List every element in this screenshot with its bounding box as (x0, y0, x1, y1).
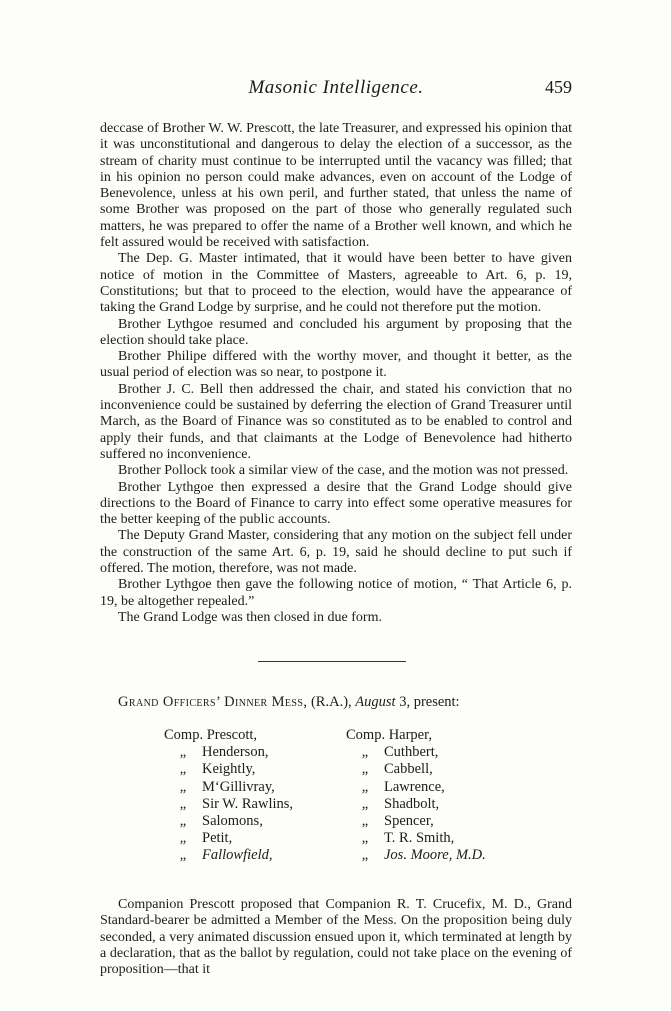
paragraph: Brother Pollock took a similar view of the case, and the motion was not pressed. (118, 463, 569, 479)
ditto-mark: „ (179, 795, 187, 812)
section-divider (258, 661, 406, 662)
ditto-mark: „ (179, 761, 187, 778)
roster-entry: Comp. Harper, (346, 727, 432, 743)
ditto-mark: „ (361, 847, 369, 864)
running-title: Masonic Intelligence. (248, 77, 424, 98)
roster-entry: „ Fallowfield, (164, 847, 344, 864)
section-heading (118, 693, 578, 711)
paragraph: Brother Lythgoe resumed and concluded his argument by proposing that the election should take place. (100, 316, 572, 348)
paragraph: The Grand Lodge was then closed in due form. (118, 609, 382, 625)
paragraph: The Deputy Grand Master, considering that any motion on the subject fell under the construction of the same Art. 6, p. 19, said he should decline to put such if offered. The motion, therefore, was not made. (100, 528, 572, 577)
ditto-mark: „ (179, 744, 187, 761)
ditto-mark: „ (361, 761, 369, 778)
roster-column-left (164, 727, 344, 865)
paragraph: Brother Lythgoe then expressed a desire that the Grand Lodge should give directions to the Board of Finance to carry into effect some operative measures for the better keeping of the public accounts. (100, 479, 572, 528)
closing-text (100, 897, 572, 978)
heading-date: August (355, 694, 396, 710)
roster-entry: „ M‘Gillivray, (164, 779, 344, 796)
roster-entry: „ Jos. Moore, M.D. (346, 847, 566, 864)
heading-rest: 3, present: (399, 694, 460, 710)
roster-entry: „ Shadbolt, (346, 796, 566, 813)
ditto-mark: „ (179, 813, 187, 830)
paragraph: The Dep. G. Master intimated, that it would have been better to have given notice of motion in the Committee of Masters, agreeable to Art. 6, p. 19, Constitutions; but that to proceed to the election, would have the appearance of taking the Grand Lodge by surprise, and he could not therefore put the motion. (100, 251, 572, 316)
roster-entry: „ T. R. Smith, (346, 830, 566, 847)
paragraph: Brother Lythgoe then gave the following notice of motion, “ That Article 6, p. 19, be altogether repealed.” (100, 577, 572, 609)
ditto-mark: „ (179, 778, 187, 795)
roster-entry: „ Keightly, (164, 761, 344, 778)
running-head (100, 77, 572, 103)
heading-ra: (R.A.), (310, 694, 352, 710)
body-text (100, 121, 572, 626)
ditto-mark: „ (361, 813, 369, 830)
ditto-mark: „ (361, 795, 369, 812)
ditto-mark: „ (361, 778, 369, 795)
roster-entry: „ Salomons, (164, 813, 344, 830)
ditto-mark: „ (179, 830, 187, 847)
ditto-mark: „ (179, 847, 187, 864)
roster-entry: Comp. Prescott, (164, 727, 258, 743)
page-number: 459 (545, 77, 572, 97)
paragraph: Brother Philipe differed with the worthy mover, and thought it better, as the usual period of election was so near, to postpone it. (100, 349, 572, 381)
ditto-mark: „ (361, 744, 369, 761)
roster-entry: „ Cabbell, (346, 761, 566, 778)
paragraph: Companion Prescott proposed that Companion R. T. Crucefix, M. D., Grand Standard-bearer be admitted a Member of the Mess. On the proposition being duly seconded, a very animated discussion ensued upon it, which terminated at length by a declaration, that as the ballot by regulation, could not take place on the evening of proposition—that it (100, 897, 572, 978)
paragraph: deccase of Brother W. W. Prescott, the late Treasurer, and expressed his opinion that it was unconstitutional and dangerous to delay the election of a successor, as the stream of charity must continue to be interrupted until the vacancy was filled; that in his opinion no person could make advances, even on account of the Lodge of Benevolence, unless at his own peril, and further stated, that unless the name of some Brother was proposed on the part of those who generally regulated such matters, he was prepared to offer the name of a Brother well known, and which he felt assured would be received with satisfaction. (100, 121, 572, 251)
ditto-mark: „ (361, 830, 369, 847)
roster-entry: „ Henderson, (164, 744, 344, 761)
heading-title: Grand Officers’ Dinner Mess, (118, 694, 308, 710)
roster-entry: „ Cuthbert, (346, 744, 566, 761)
roster-entry: „ Petit, (164, 830, 344, 847)
roster-entry: „ Lawrence, (346, 779, 566, 796)
roster-column-right (346, 727, 566, 865)
roster-entry: „ Spencer, (346, 813, 566, 830)
paragraph: Brother J. C. Bell then addressed the chair, and stated his conviction that no inconvenience could be sustained by deferring the election of Grand Treasurer until March, as the Board of Finance was so constituted as to be enabled to control and apply their funds, and that claimants at the Lodge of Benevolence had hitherto suffered no inconvenience. (100, 381, 572, 462)
roster-entry: „ Sir W. Rawlins, (164, 796, 344, 813)
